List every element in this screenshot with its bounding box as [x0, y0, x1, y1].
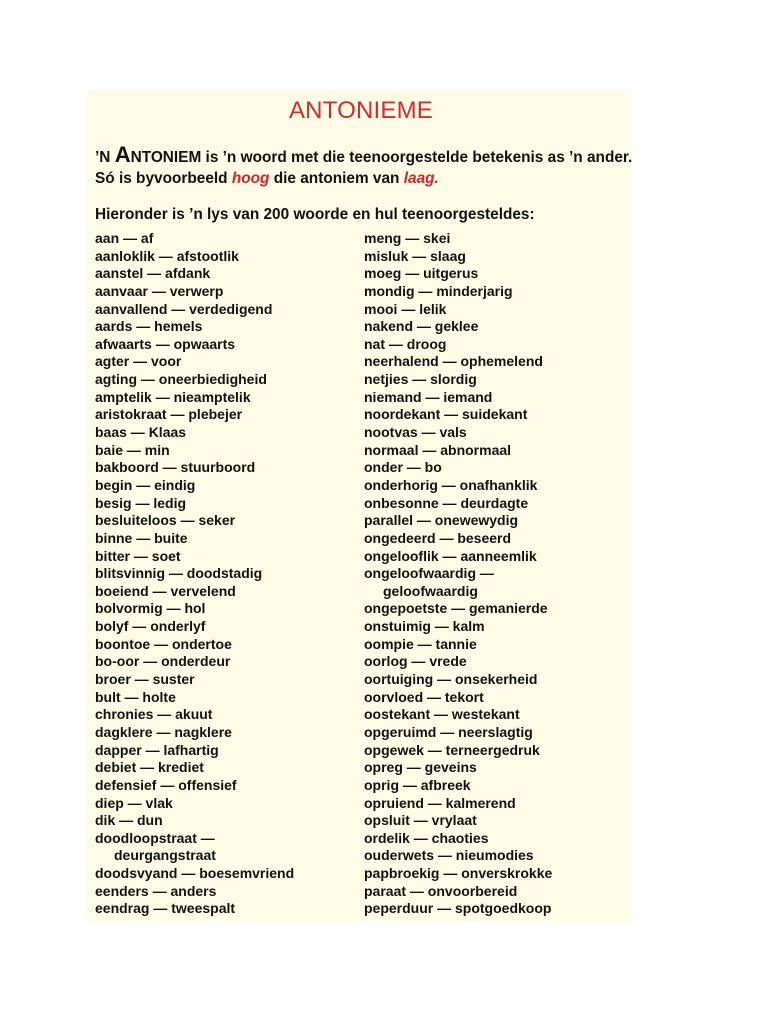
antonym-pair: oorvloed — tekort — [364, 688, 484, 705]
antonym-pair: bolyf — onderlyf — [95, 618, 206, 635]
antonym-pair: oprig — afbreek — [364, 776, 471, 793]
antonym-pair: onder — bo — [364, 459, 442, 476]
antonym-pair: agting — oneerbiedigheid — [95, 371, 267, 388]
antonym-pair: blitsvinnig — doodstadig — [95, 565, 263, 582]
antonym-pair: bolvormig — hol — [95, 600, 206, 617]
antonym-pair: eendrag — tweespalt — [95, 900, 236, 917]
antonym-pair: geloofwaardig — [383, 582, 478, 599]
antonym-pair: moeg — uitgerus — [364, 265, 479, 282]
intro-line-2 — [95, 168, 655, 189]
antonym-pair: bo-oor — onderdeur — [95, 653, 231, 670]
antonym-pair: ongepoetste — gemanierde — [364, 600, 548, 617]
antonym-pair: mondig — minderjarig — [364, 282, 513, 299]
antonym-pair: binne — buite — [95, 529, 188, 546]
antonym-pair: agter — voor — [95, 353, 182, 370]
antonym-pair: normaal — abnormaal — [364, 441, 512, 458]
antonym-pair: dik — dun — [95, 812, 163, 829]
antonym-pair: ouderwets — nieumodies — [364, 847, 534, 864]
antonym-pair: aanvallend — verdedigend — [95, 300, 273, 317]
antonym-pair: diep — vlak — [95, 794, 173, 811]
antonym-pair: bult — holte — [95, 688, 176, 705]
antonym-pair: mooi — lelik — [364, 300, 447, 317]
antonym-pair: begin — eindig — [95, 476, 196, 493]
antonym-list-right — [364, 230, 552, 918]
antonym-pair: doodloopstraat — — [95, 829, 215, 846]
antonym-pair: oostekant — westekant — [364, 706, 520, 723]
antonym-pair: opruiend — kalmerend — [364, 794, 516, 811]
antonym-pair: aards — hemels — [95, 318, 203, 335]
antonym-pair: netjies — slordig — [364, 371, 477, 388]
page-title: ANTONIEME — [288, 97, 434, 124]
antonym-pair: deurgangstraat — [114, 847, 216, 864]
antonym-pair: papbroekig — onverskrokke — [364, 865, 553, 882]
example-word-laag: laag. — [403, 170, 439, 187]
antonym-pair: peperduur — spotgoedkoop — [364, 900, 552, 917]
antonym-pair: onstuimig — kalm — [364, 618, 485, 635]
antonym-pair: debiet — krediet — [95, 759, 204, 776]
antonym-pair: bakboord — stuurboord — [95, 459, 256, 476]
example-word-hoog: hoog — [231, 170, 270, 187]
antonym-pair: ongelooflik — aanneemlik — [364, 547, 537, 564]
antonym-pair: broer — suster — [95, 671, 195, 688]
intro-paragraph — [95, 144, 655, 189]
antonym-pair: noordekant — suidekant — [364, 406, 528, 423]
antonym-pair: boontoe — ondertoe — [95, 635, 232, 652]
intro-initial: ’N — [95, 149, 111, 166]
antonym-pair: oortuiging — onsekerheid — [364, 671, 538, 688]
antonym-pair: oompie — tannie — [364, 635, 477, 652]
antonym-pair: opreg — geveins — [364, 759, 477, 776]
antonym-pair: baas — Klaas — [95, 424, 187, 441]
antonym-pair: besig — ledig — [95, 494, 187, 511]
antonym-pair: nakend — geklee — [364, 318, 479, 335]
antonym-pair: opgewek — terneergedruk — [364, 741, 540, 758]
antonym-pair: ordelik — chaoties — [364, 829, 489, 846]
antonym-pair: eenders — anders — [95, 882, 217, 899]
antonym-pair: nootvas — vals — [364, 424, 467, 441]
antonym-pair: onderhorig — onafhanklik — [364, 476, 538, 493]
intro-drop-cap: A — [114, 142, 131, 167]
antonym-pair: afwaarts — opwaarts — [95, 335, 236, 352]
list-subheading: Hieronder is ’n lys van 200 woorde en hul teenoorgesteldes: — [95, 206, 535, 223]
antonym-list-left — [95, 230, 294, 918]
antonym-pair: ongeloofwaardig — — [364, 565, 494, 582]
antonym-pair: aanloklik — afstootlik — [95, 247, 239, 264]
intro-line-1 — [95, 144, 655, 168]
antonym-pair: baie — min — [95, 441, 170, 458]
antonym-pair: oorlog — vrede — [364, 653, 467, 670]
antonym-pair: parallel — onewewydig — [364, 512, 519, 529]
antonym-pair: aristokraat — plebejer — [95, 406, 243, 423]
antonym-pair: amptelik — nieamptelik — [95, 388, 251, 405]
antonym-pair: aanvaar — verwerp — [95, 282, 224, 299]
antonym-pair: nat — droog — [364, 335, 447, 352]
antonym-pair: niemand — iemand — [364, 388, 493, 405]
antonym-pair: paraat — onvoorbereid — [364, 882, 518, 899]
antonym-pair: ongedeerd — beseerd — [364, 529, 512, 546]
antonym-pair: defensief — offensief — [95, 776, 237, 793]
intro-definition: is ’n woord met die teenoorgestelde betekenis as ’n ander. — [201, 149, 633, 166]
antonym-pair: onbesonne — deurdagte — [364, 494, 529, 511]
antonym-pair: aanstel — afdank — [95, 265, 211, 282]
antonym-pair: chronies — akuut — [95, 706, 213, 723]
intro-term: NTONIEM — [130, 149, 202, 166]
antonym-pair: aan — af — [95, 230, 154, 246]
antonym-pair: besluiteloos — seker — [95, 512, 236, 529]
example-text-pre: Só is byvoorbeeld — [95, 170, 232, 187]
antonym-pair: doodsvyand — boesemvriend — [95, 865, 295, 882]
antonym-pair: neerhalend — ophemelend — [364, 353, 543, 370]
antonym-pair: boeiend — vervelend — [95, 582, 236, 599]
antonym-pair: dapper — lafhartig — [95, 741, 219, 758]
antonym-pair: dagklere — nagklere — [95, 723, 232, 740]
antonym-pair: meng — skei — [364, 230, 451, 246]
antonym-pair: bitter — soet — [95, 547, 181, 564]
antonym-pair: opgeruimd — neerslagtig — [364, 723, 533, 740]
antonym-pair: misluk — slaag — [364, 247, 466, 264]
antonym-pair: opsluit — vrylaat — [364, 812, 477, 829]
example-text-mid: die antoniem van — [269, 170, 404, 187]
